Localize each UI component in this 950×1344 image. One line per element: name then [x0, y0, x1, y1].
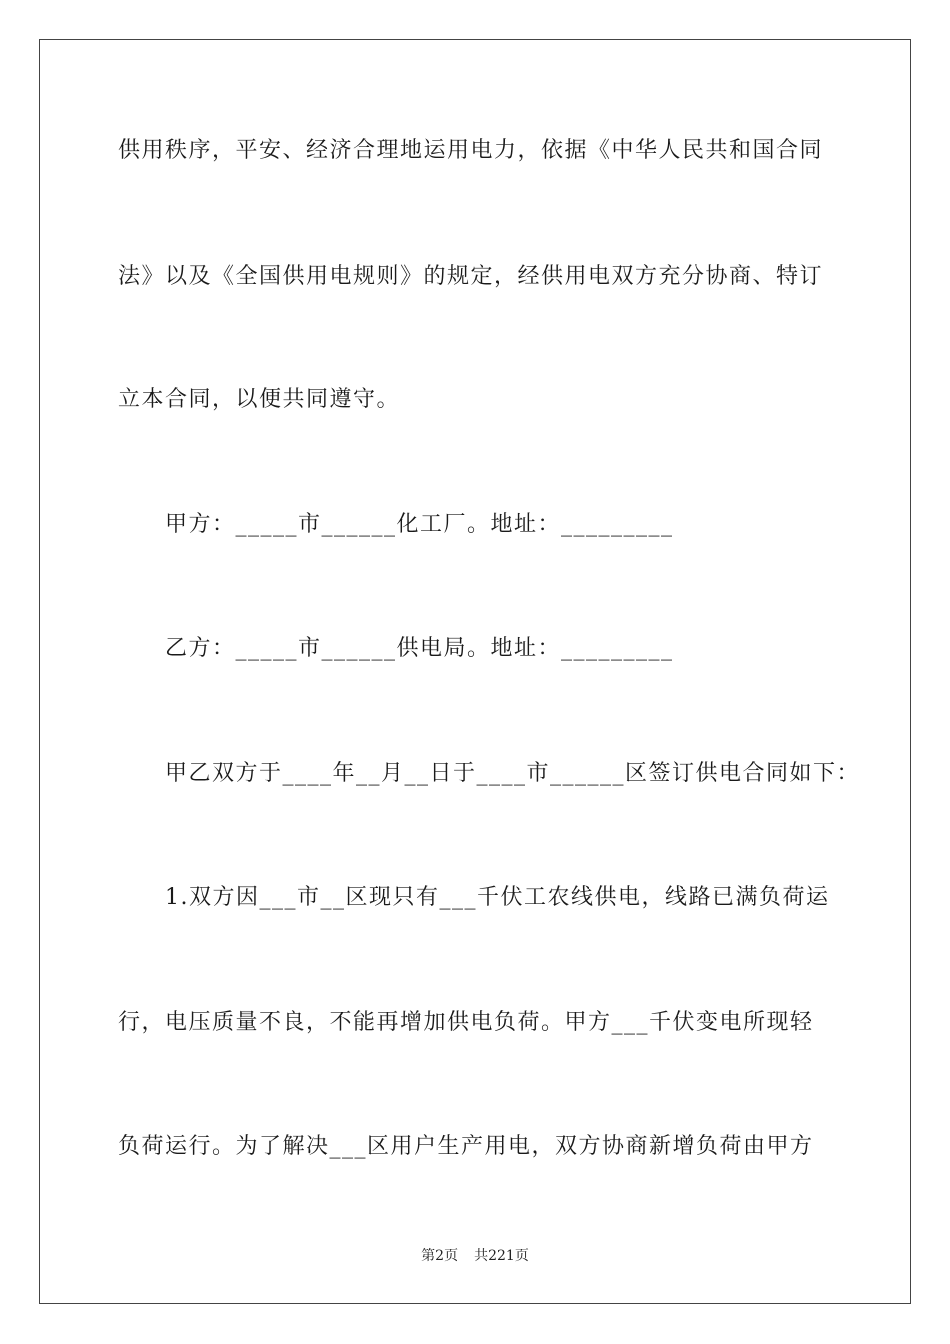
- page-frame: [39, 39, 911, 1304]
- page-footer: [0, 1246, 950, 1266]
- text-line-2: 法》以及《全国供用电规则》的规定，经供用电双方充分协商、特订: [118, 264, 824, 289]
- page-number: 第2页: [421, 1248, 459, 1264]
- page-total: 共221页: [474, 1248, 529, 1264]
- text-line-1: 供用秩序，平安、经济合理地运用电力，依据《中华人民共和国合同: [118, 138, 824, 163]
- agreement-intro-line: 甲乙双方于____年__月__日于____市______区签订供电合同如下：: [165, 761, 861, 786]
- party-a-line: 甲方：_____市______化工厂。地址：_________: [165, 512, 674, 537]
- clause-1-line-1: 1.双方因___市__区现只有___千伏工农线供电，线路已满负荷运: [165, 885, 830, 910]
- text-line-3: 立本合同，以便共同遵守。: [118, 387, 401, 412]
- clause-1-line-2: 行，电压质量不良，不能再增加供电负荷。甲方___千伏变电所现轻: [118, 1010, 814, 1035]
- clause-1-line-3: 负荷运行。为了解决___区用户生产用电，双方协商新增负荷由甲方: [118, 1134, 814, 1159]
- party-b-line: 乙方：_____市______供电局。地址：_________: [165, 636, 674, 661]
